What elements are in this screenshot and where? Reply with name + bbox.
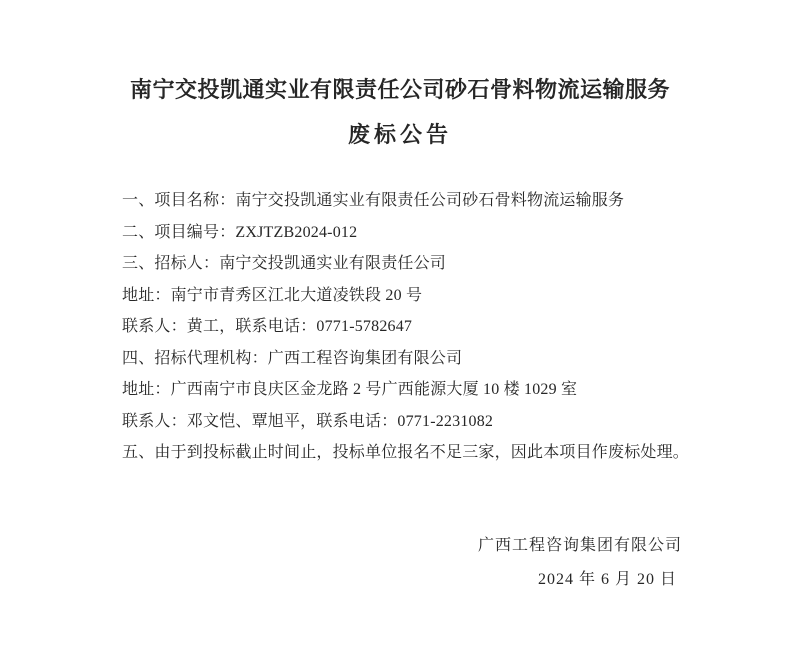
title-line-2: 废标公告 xyxy=(347,122,452,147)
document-body xyxy=(122,185,702,469)
tenderer-contact-line: 联系人：黄工，联系电话：0771-5782647 xyxy=(122,318,413,335)
title-line-1: 南宁交投凯通实业有限责任公司砂石骨料物流运输服务 xyxy=(129,77,670,102)
project-number-line: 二、项目编号：ZXJTZB2024-012 xyxy=(122,223,358,241)
tenderer-line: 三、招标人：南宁交投凯通实业有限责任公司 xyxy=(122,255,447,272)
signature-date: 2024 年 6 月 20 日 xyxy=(537,571,677,588)
signature-block xyxy=(478,533,682,593)
cancellation-reason-line: 五、由于到投标截止时间止，投标单位报名不足三家，因此本项目作废标处理。 xyxy=(122,444,690,461)
agency-contact-line: 联系人：邓文恺、覃旭平，联系电话：0771-2231082 xyxy=(122,412,494,430)
signature-company: 广西工程咨询集团有限公司 xyxy=(477,537,682,554)
document-title xyxy=(0,74,800,151)
project-name-line: 一、项目名称：南宁交投凯通实业有限责任公司砂石骨料物流运输服务 xyxy=(122,192,625,209)
agency-address-line: 地址：广西南宁市良庆区金龙路 2 号广西能源大厦 10 楼 1029 室 xyxy=(122,381,578,398)
agency-line: 四、招标代理机构：广西工程咨询集团有限公司 xyxy=(122,349,463,367)
tenderer-address-line: 地址：南宁市青秀区江北大道凌铁段 20 号 xyxy=(122,286,423,304)
